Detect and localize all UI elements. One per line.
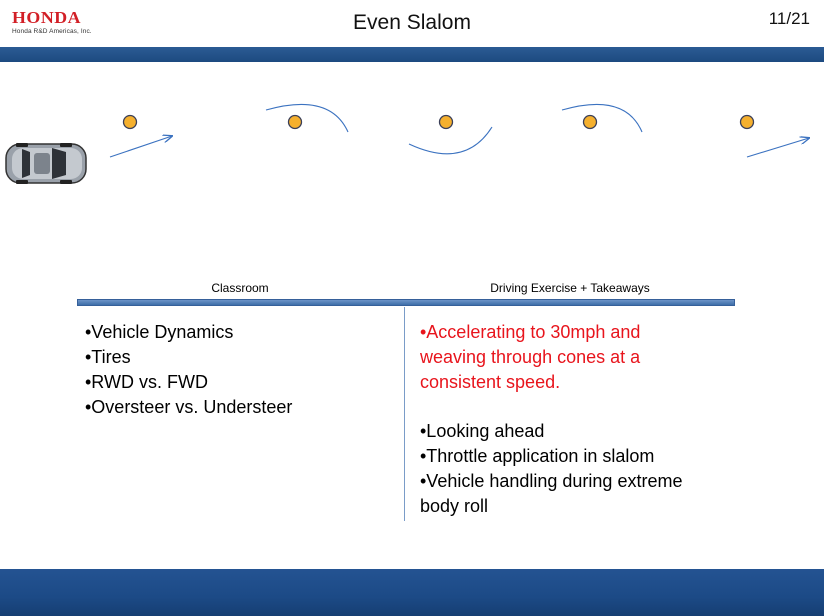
header-band <box>0 47 824 62</box>
list-item: •Oversteer vs. Understeer <box>85 397 293 417</box>
list-item: •Throttle application in slalom <box>420 446 655 466</box>
column-divider <box>404 307 405 521</box>
list-item: •Looking ahead <box>420 421 545 441</box>
classroom-list <box>85 320 292 420</box>
cone-2 <box>289 116 302 129</box>
highlight-line: weaving through cones at a <box>420 347 641 367</box>
entry-arrow <box>110 136 172 157</box>
spacer <box>420 395 682 419</box>
slide-title: Even Slalom <box>353 11 471 34</box>
timeline-bar <box>77 299 735 306</box>
list-item: body roll <box>420 496 489 516</box>
classroom-header: Classroom <box>211 281 269 295</box>
driving-exercise-list <box>420 320 682 519</box>
weave-arc-2 <box>409 127 492 154</box>
list-item: •Tires <box>85 347 131 367</box>
page-number: 11/21 <box>768 9 810 28</box>
brand-wordmark: HONDA <box>12 8 82 27</box>
cone-1 <box>124 116 137 129</box>
cones <box>124 116 754 129</box>
list-item: •Vehicle handling during extreme <box>420 471 683 491</box>
cone-4 <box>584 116 597 129</box>
car-icon <box>6 143 86 184</box>
brand-subtitle: Honda R&D Americas, Inc. <box>12 28 92 35</box>
cone-5 <box>741 116 754 129</box>
list-item: •Vehicle Dynamics <box>85 322 234 342</box>
footer-band <box>0 569 824 616</box>
highlight-line: •Accelerating to 30mph and <box>420 322 641 342</box>
driving-exercise-header: Driving Exercise + Takeaways <box>490 281 650 295</box>
cone-3 <box>440 116 453 129</box>
highlight-line: consistent speed. <box>420 372 561 392</box>
slalom-diagram <box>0 62 824 202</box>
weave-arc-1 <box>266 104 348 132</box>
weave-arc-3 <box>562 104 642 132</box>
list-item: •RWD vs. FWD <box>85 372 208 392</box>
exit-arrow <box>747 138 809 157</box>
